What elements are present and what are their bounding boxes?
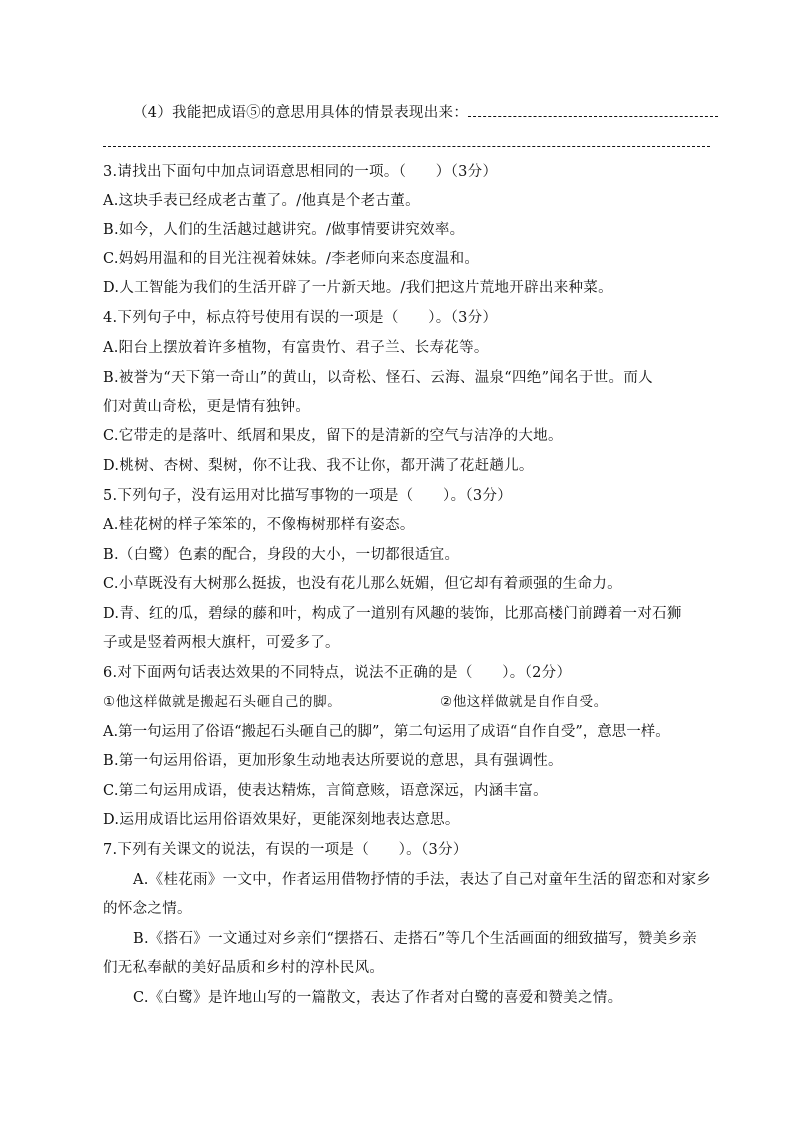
q6-sentence-1: ①他这样做就是搬起石头砸自己的脚。 [103,694,342,710]
q5-option-d-cont: 子或是竖着两根大旗杆，可爱多了。 [103,635,340,651]
q7-option-a: A.《桂花雨》一文中，作者运用借物抒情的手法，表达了自己对童年生活的留恋和对家乡 [133,872,712,888]
answer-blank-line[interactable] [103,146,710,147]
q4-option-c: C.它带走的是落叶、纸屑和果皮，留下的是清新的空气与洁净的大地。 [103,428,563,444]
q4-option-a: A.阳台上摆放着许多植物，有富贵竹、君子兰、长寿花等。 [103,340,489,356]
q4-stem: 4.下列句子中，标点符号使用有误的一项是（ ）。（3分） [103,310,498,326]
q4-option-d: D.桃树、杏树、梨树，你不让我、我不让你，都开满了花赶趟儿。 [103,458,534,474]
q3-stem: 3.请找出下面句中加点词语意思相同的一项。（ ）（3分） [103,164,498,180]
q3-option-c: C.妈妈用温和的目光注视着妹妹。/李老师向来态度温和。 [103,251,480,267]
q7-option-b-cont: 们无私奉献的美好品质和乡村的淳朴民风。 [103,960,385,976]
q6-option-b: B.第一句运用俗语，更加形象生动地表达所要说的意思，具有强调性。 [103,753,563,769]
q4-option-b-cont: 们对黄山奇松，更是情有独钟。 [103,399,311,415]
q6-stem: 6.对下面两句话表达效果的不同特点，说法不正确的是（ ）。（2分） [103,665,572,681]
q4-option-b: B.被誉为“天下第一奇山”的黄山，以奇松、怪石、云海、温泉“四绝”闻名于世。而人 [103,370,653,386]
answer-blank[interactable] [468,104,718,117]
q5-option-b: B.（白鹭）色素的配合，身段的大小，一切都很适宜。 [103,547,460,563]
q2-4-prompt [133,103,718,123]
q6-option-d: D.运用成语比运用俗语效果好，更能深刻地表达意思。 [103,812,460,828]
q5-option-a: A.桂花树的样子笨笨的，不像梅树那样有姿态。 [103,517,415,533]
q7-option-b: B.《搭石》一文通过对乡亲们“摆搭石、走搭石”等几个生活画面的细致描写，赞美乡亲 [133,931,698,947]
q2-4-text: （4）我能把成语⑤的意思用具体的情景表现出来： [133,105,469,121]
q5-stem: 5.下列句子，没有运用对比描写事物的一项是（ ）。（3分） [103,488,513,504]
q6-sentence-2: ②他这样做就是自作自受。 [440,694,608,710]
q7-stem: 7.下列有关课文的说法，有误的一项是（ ）。（3分） [103,842,468,858]
q3-option-a: A.这块手表已经成老古董了。/他真是个老古董。 [103,193,420,209]
q3-option-b: B.如今，人们的生活越过越讲究。/做事情要讲究效率。 [103,222,465,238]
q7-option-a-cont: 的怀念之情。 [103,901,192,917]
q5-option-d: D.青、红的瓜，碧绿的藤和叶，构成了一道别有风趣的装饰，比那高楼门前蹲着一对石狮 [103,606,682,622]
q5-option-c: C.小草既没有大树那么挺拔，也没有花儿那么妩媚，但它却有着顽强的生命力。 [103,576,622,592]
q7-option-c: C.《白鹭》是许地山写的一篇散文，表达了作者对白鹭的喜爱和赞美之情。 [133,990,623,1006]
q3-option-d: D.人工智能为我们的生活开辟了一片新天地。/我们把这片荒地开辟出来种菜。 [103,280,613,296]
q6-option-c: C.第二句运用成语，使表达精炼，言简意赅，语意深远，内涵丰富。 [103,783,548,799]
q6-option-a: A.第一句运用了俗语“搬起石头砸自己的脚”，第二句运用了成语“自作自受”，意思一样。 [103,724,670,740]
